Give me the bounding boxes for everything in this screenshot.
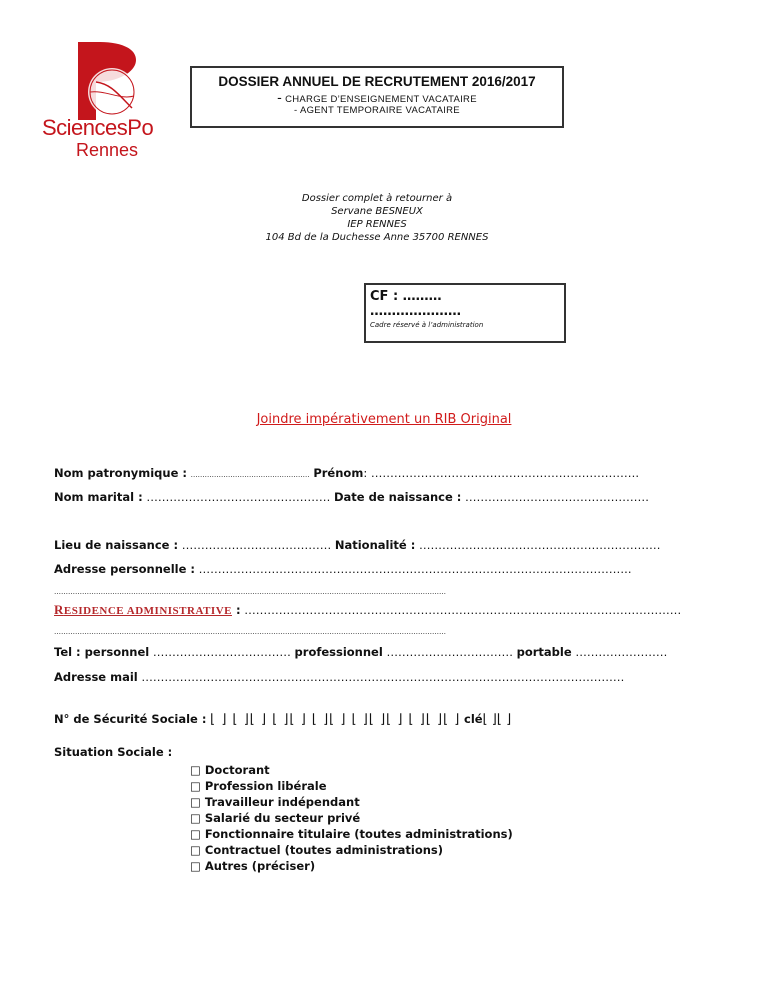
- residence-field[interactable]: ……………………………………………………………………………………………………: [240, 603, 682, 617]
- nationalite-field[interactable]: ………………………………………………………: [418, 538, 661, 552]
- line-marital-date: [54, 490, 649, 504]
- tel-personnel-label: Tel : personnel: [54, 645, 150, 659]
- prenom-label: Prénom: [313, 466, 364, 480]
- tel-professionnel-label: professionnel: [294, 645, 383, 659]
- situation-option[interactable]: [190, 826, 513, 842]
- nom-marital-field[interactable]: …………………………………………: [146, 490, 331, 504]
- situation-option-label: Travailleur indépendant: [204, 795, 360, 809]
- nom-patronymique-field[interactable]: ……………………………………………: [190, 471, 310, 479]
- secu-label: N° de Sécurité Sociale :: [54, 712, 207, 726]
- line-adresse-perso: [54, 562, 631, 576]
- date-naissance-field[interactable]: …………………………………………: [465, 490, 650, 504]
- situation-option[interactable]: [190, 810, 513, 826]
- line-mail: [54, 670, 624, 684]
- adresse-mail-field[interactable]: ………………………………………………………………………………………………………………: [141, 670, 625, 684]
- cf-note: Cadre réservé à l’administration: [370, 321, 484, 329]
- rib-notice: Joindre impérativement un RIB Original: [256, 412, 512, 427]
- adresse-perso-field[interactable]: …………………………………………………………………………………………………..: [198, 562, 632, 576]
- checkbox-icon[interactable]: □: [190, 795, 201, 809]
- document-title-box: [190, 66, 564, 128]
- checkbox-icon[interactable]: □: [190, 859, 201, 873]
- checkbox-icon[interactable]: □: [190, 779, 201, 793]
- subtitle-dash: -: [277, 89, 283, 105]
- residence-label-initial: R: [54, 602, 64, 617]
- checkbox-icon[interactable]: □: [190, 811, 201, 825]
- tel-portable-field[interactable]: ……………………: [575, 645, 668, 659]
- cf-label: CF : ………: [370, 289, 442, 304]
- tel-personnel-field[interactable]: ………………………………: [152, 645, 291, 659]
- document-title: DOSSIER ANNUEL DE RECRUTEMENT 2016/2017: [218, 74, 536, 89]
- checkbox-icon[interactable]: □: [190, 763, 201, 777]
- address-line: Dossier complet à retourner à: [301, 193, 453, 204]
- situation-option[interactable]: [190, 762, 513, 778]
- logo-emblem-icon: [56, 42, 152, 120]
- situation-option-label: Contractuel (toutes administrations): [204, 843, 444, 857]
- subtitle-charge-text: CHARGE D’ENSEIGNEMENT VACATAIRE: [285, 94, 477, 105]
- subtitle-charge: [192, 89, 562, 105]
- cf-dots: …………………: [370, 304, 461, 319]
- residence-field-2[interactable]: ……………………………………………………………………………………………………………………………………………………: [54, 628, 446, 636]
- situation-label: Situation Sociale :: [54, 745, 173, 759]
- situation-option[interactable]: [190, 842, 513, 858]
- situation-option[interactable]: [190, 858, 513, 874]
- situation-option[interactable]: [190, 778, 513, 794]
- situation-option-label: Salarié du secteur privé: [204, 811, 361, 825]
- situation-option[interactable]: [190, 794, 513, 810]
- cle-input-boxes[interactable]: ⌊ ⌋⌊ ⌋: [482, 712, 512, 727]
- logo-text-sciencespo: SciencesPo: [42, 115, 154, 140]
- adresse-mail-label: Adresse mail: [54, 670, 138, 684]
- residence-label: ESIDENCE ADMINISTRATIVE: [63, 605, 232, 617]
- line-lieu-nationalite: [54, 538, 660, 552]
- subtitle-agent: [192, 105, 562, 116]
- lieu-naissance-label: Lieu de naissance :: [54, 538, 179, 552]
- secu-input-boxes[interactable]: ⌊ ⌋ ⌊ ⌋⌊ ⌋ ⌊ ⌋⌊ ⌋ ⌊ ⌋⌊ ⌋ ⌊ ⌋⌊ ⌋⌊ ⌋ ⌊ ⌋⌊ ⌋⌊ ⌋: [210, 712, 461, 727]
- nom-patronymique-label: Nom patronymique :: [54, 466, 188, 480]
- date-naissance-label: Date de naissance :: [333, 490, 462, 504]
- checkbox-icon[interactable]: □: [190, 843, 201, 857]
- situation-option-label: Profession libérale: [204, 779, 327, 793]
- subtitle-dash: -: [294, 105, 298, 116]
- tel-professionnel-field[interactable]: ……………………………: [386, 645, 513, 659]
- cle-label: clé: [464, 712, 483, 726]
- logo-text-rennes: Rennes: [76, 140, 139, 160]
- situation-option-label: Doctorant: [204, 763, 270, 777]
- prenom-field[interactable]: : …………………………………………………………….: [363, 466, 639, 480]
- line-secu: [54, 712, 511, 727]
- residence-colon: :: [231, 603, 241, 617]
- tel-portable-label: portable: [516, 645, 572, 659]
- situation-options: [190, 762, 513, 874]
- adresse-perso-field-2[interactable]: ……………………………………………………………………………………………………………………………………………………: [54, 588, 446, 596]
- admin-cf-box: [364, 283, 566, 343]
- sciencespo-rennes-logo: [42, 42, 172, 162]
- lieu-naissance-field[interactable]: …………………………………: [181, 538, 332, 552]
- checkbox-icon[interactable]: □: [190, 827, 201, 841]
- subtitle-agent-text: AGENT TEMPORAIRE VACATAIRE: [299, 105, 460, 116]
- situation-option-label: Fonctionnaire titulaire (toutes administrations): [204, 827, 513, 841]
- line-residence: [54, 602, 681, 618]
- situation-option-label: Autres (préciser): [204, 859, 316, 873]
- return-address: [190, 192, 564, 244]
- address-line: IEP RENNES: [347, 219, 407, 230]
- address-line: Servane BESNEUX: [331, 206, 423, 217]
- line-tel: [54, 645, 667, 659]
- address-line: 104 Bd de la Duchesse Anne 35700 RENNES: [265, 232, 489, 243]
- nationalite-label: Nationalité :: [334, 538, 416, 552]
- line-nom-prenom: [54, 466, 639, 480]
- nom-marital-label: Nom marital :: [54, 490, 143, 504]
- adresse-perso-label: Adresse personnelle :: [54, 562, 196, 576]
